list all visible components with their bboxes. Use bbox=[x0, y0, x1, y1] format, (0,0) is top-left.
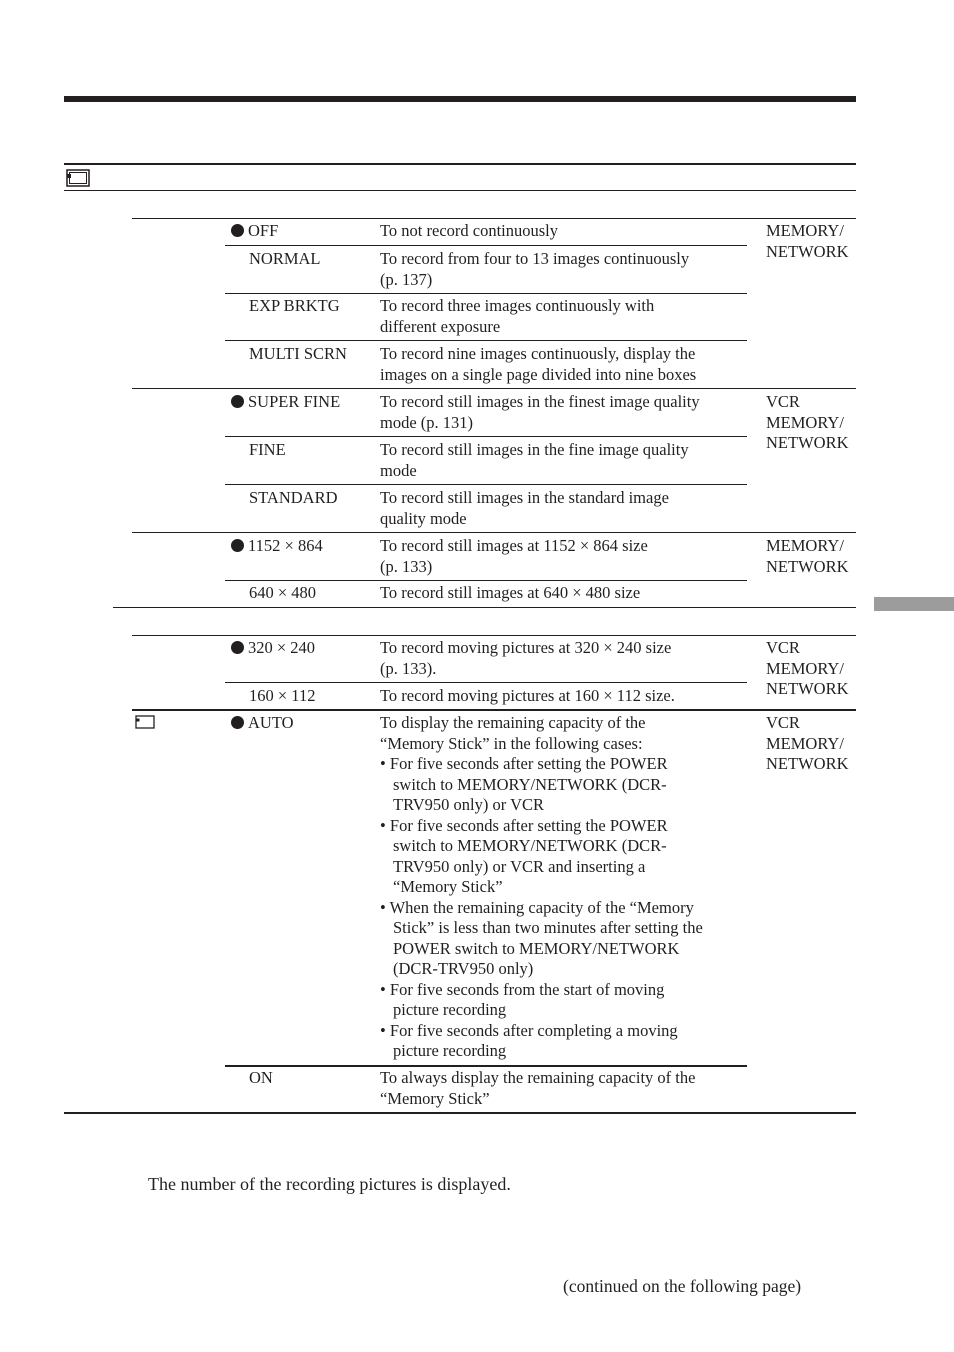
default-bullet-icon bbox=[231, 395, 244, 408]
side-tab bbox=[874, 597, 954, 611]
setting-description: To record still images at 1152 × 864 size (p. 133) bbox=[380, 536, 648, 576]
section-rule-bottom bbox=[64, 190, 856, 191]
table-row bbox=[231, 536, 323, 557]
setting-label: MULTI SCRN bbox=[249, 344, 347, 363]
default-bullet-icon bbox=[231, 641, 244, 654]
top-rule bbox=[64, 96, 856, 102]
memory-stick-small-icon bbox=[135, 715, 155, 729]
table-row bbox=[231, 221, 278, 242]
row-rule bbox=[225, 436, 747, 437]
setting-description: To record nine images continuously, display the images on a single page divided into nine boxes bbox=[380, 344, 697, 384]
setting-label: NORMAL bbox=[249, 249, 321, 268]
bullet-item: • For five seconds after setting the POWER switch to MEMORY/NETWORK (DCR- TRV950 only) or VCR bbox=[380, 754, 668, 814]
setting-description: To record still images in the finest image quality mode (p. 131) bbox=[380, 392, 700, 432]
setting-description: To record still images in the fine image quality mode bbox=[380, 440, 689, 480]
table-bottom-rule bbox=[64, 1112, 856, 1114]
setting-description: To display the remaining capacity of the “Memory Stick” in the following cases: • For five seconds after setting the POWER switch to MEMORY/NETWORK (DCR- TRV950 only) or VCR • For five seconds after setting the POWER switch to MEMORY/NETWORK (DCR- TRV950 only) or VCR and inserting a “Memory Stick” • When the remaining capacity of the “Memory Stick” is less than two minutes after setting the POWER switch to MEMORY/NETWORK (DCR-TRV950 only) • For five seconds from the start of moving picture recording • For five seconds after completing a moving picture recording bbox=[380, 713, 703, 1060]
section-rule bbox=[113, 607, 856, 608]
setting-label: 160 × 112 bbox=[249, 686, 316, 705]
default-bullet-icon bbox=[231, 716, 244, 729]
bullet-item: • For five seconds after setting the POWER switch to MEMORY/NETWORK (DCR- TRV950 only) or VCR and inserting a “Memory Stick” bbox=[380, 815, 668, 896]
continued-text: (continued on the following page) bbox=[563, 1276, 802, 1296]
group-rule bbox=[132, 532, 856, 533]
row-rule bbox=[225, 1065, 747, 1067]
setting-description: To record still images at 640 × 480 size bbox=[380, 583, 641, 602]
setting-description: To not record continuously bbox=[380, 221, 559, 240]
table-row bbox=[249, 686, 315, 707]
section-rule-top bbox=[64, 163, 856, 165]
setting-description: To record moving pictures at 160 × 112 size. bbox=[380, 686, 675, 705]
setting-description: To record three images continuously with different exposure bbox=[380, 296, 655, 336]
default-bullet-icon bbox=[231, 539, 244, 552]
table-row bbox=[249, 296, 340, 317]
setting-label: FINE bbox=[249, 440, 286, 459]
mode-list: VCR MEMORY/ NETWORK bbox=[766, 713, 849, 773]
table-row bbox=[231, 713, 294, 734]
table-row bbox=[249, 583, 316, 604]
table-row bbox=[249, 488, 338, 509]
setting-label: EXP BRKTG bbox=[249, 296, 340, 315]
table-row bbox=[249, 344, 347, 365]
table-row bbox=[249, 249, 321, 270]
setting-label: ON bbox=[249, 1068, 273, 1087]
setting-label: 1152 × 864 bbox=[248, 536, 323, 555]
mode-list: VCR MEMORY/ NETWORK bbox=[766, 638, 849, 698]
bullet-item: • For five seconds after completing a moving picture recording bbox=[380, 1020, 678, 1060]
row-rule bbox=[225, 245, 747, 246]
row-rule bbox=[225, 340, 747, 341]
mode-list: MEMORY/ NETWORK bbox=[766, 536, 849, 576]
group-rule bbox=[132, 388, 856, 389]
row-rule bbox=[225, 484, 747, 485]
bullet-item: • For five seconds from the start of moving picture recording bbox=[380, 979, 665, 1019]
row-rule bbox=[225, 682, 747, 683]
table-rule bbox=[132, 218, 856, 219]
mode-list: VCR MEMORY/ NETWORK bbox=[766, 392, 849, 452]
mode-list: MEMORY/ NETWORK bbox=[766, 221, 849, 261]
setting-label: OFF bbox=[248, 221, 279, 240]
table-row bbox=[249, 1068, 273, 1089]
note-text: The number of the recording pictures is displayed. bbox=[148, 1174, 511, 1194]
setting-description: To record moving pictures at 320 × 240 size (p. 133). bbox=[380, 638, 672, 678]
setting-label: SUPER FINE bbox=[248, 392, 341, 411]
table-row bbox=[249, 440, 286, 461]
default-bullet-icon bbox=[231, 224, 244, 237]
row-rule bbox=[225, 293, 747, 294]
memory-stick-icon bbox=[66, 169, 90, 187]
setting-label: 640 × 480 bbox=[249, 583, 317, 602]
group-rule bbox=[132, 635, 856, 636]
setting-label: 320 × 240 bbox=[248, 638, 316, 657]
setting-description: To always display the remaining capacity of the “Memory Stick” bbox=[380, 1068, 696, 1108]
setting-label: STANDARD bbox=[249, 488, 338, 507]
setting-label: AUTO bbox=[248, 713, 294, 732]
setting-description: To record still images in the standard image quality mode bbox=[380, 488, 669, 528]
group-rule bbox=[132, 709, 856, 711]
table-row bbox=[231, 392, 340, 413]
table-row bbox=[231, 638, 315, 659]
bullet-item: • When the remaining capacity of the “Memory Stick” is less than two minutes after setting the POWER switch to MEMORY/NETWORK (DCR-TRV950 only) bbox=[380, 897, 703, 978]
row-rule bbox=[225, 580, 747, 581]
setting-description: To record from four to 13 images continuously (p. 137) bbox=[380, 249, 690, 289]
